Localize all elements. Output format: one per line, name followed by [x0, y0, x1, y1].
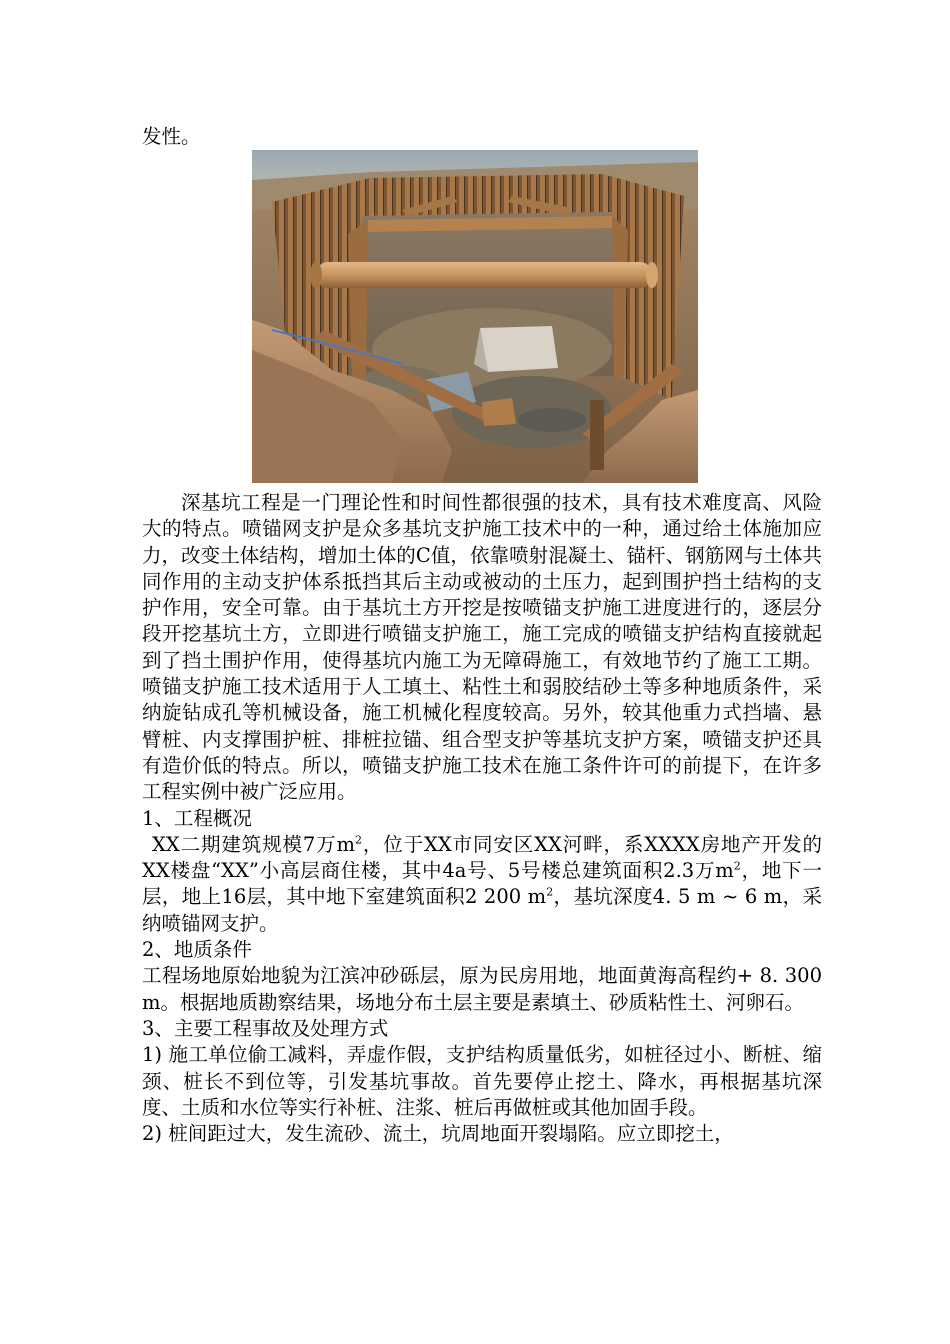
project-overview-paragraph — [142, 832, 822, 937]
overview-text-d: ，基坑深度4. 5 m ~ 6 m，采纳喷锚网支护。 — [142, 885, 823, 935]
accident-item-1: 1) 施工单位偷工减料，弄虚作假，支护结构质量低劣，如桩径过小、断桩、缩颈、桩长不到位等，引发基坑事故。首先要停止挖土、降水，再根据基坑深度、土质和水位等实行补桩、注浆、桩后再做桩或其他加固手段。 — [142, 1043, 822, 1119]
overview-text-c: ，地下一层，地上16层，其中地下室建筑面积2 200 m — [142, 859, 822, 909]
overview-text-b: ，位于XX市同安区XX河畔，系XXXX房地产开发的XX楼盘“XX”小高层商住楼，其中4a号、5号楼总建筑面积2.3万m — [142, 832, 822, 883]
document-body — [142, 490, 822, 1147]
area-unit-superscript: 2 — [355, 833, 363, 847]
area-unit-superscript: 2 — [733, 859, 741, 873]
section-heading-accidents: 3、主要工程事故及处理方式 — [142, 1016, 389, 1040]
continued-text-fragment: 发性。 — [142, 125, 201, 148]
geology-paragraph: 工程场地原始地貌为江滨冲砂砾层，原为民房用地，地面黄海高程约+ 8. 300 m。根据地质勘察结果，场地分布土层主要是素填土、砂质粘性土、河卵石。 — [142, 964, 822, 1014]
intro-paragraph: 深基坑工程是一门理论性和时间性都很强的技术，具有技术难度高、风险大的特点。喷锚网支护是众多基坑支护施工技术中的一种，通过给土体施加应力，改变土体结构，增加土体的C值，依靠喷射混凝土、锚杆、钢筋网与土体共同作用的主动支护体系抵挡其后主动或被动的土压力，起到围护挡土结构的支护作用，安全可靠。由于基坑土方开挖是按喷锚支护施工进度进行的，逐层分段开挖基坑土方，立即进行喷锚支护施工，施工完成的喷锚支护结构直接就起到了挡土围护作用，使得基坑内施工为无障碍施工，有效地节约了施工工期。喷锚支护施工技术适用于人工填土、粘性土和弱胶结砂土等多种地质条件，采纳旋钻成孔等机械设备，施工机械化程度较高。另外，较其他重力式挡墙、悬臂桩、内支撑围护桩、排桩拉锚、组合型支护等基坑支护方案，喷锚支护还具有造价低的特点。所以，喷锚支护施工技术在施工条件许可的前提下，在许多工程实例中被广泛应用。 — [142, 491, 822, 804]
foundation-pit-photo — [252, 150, 698, 483]
section-heading-geology: 2、地质条件 — [142, 938, 252, 962]
accident-item-2: 2) 桩间距过大，发生流砂、流土，坑周地面开裂塌陷。应立即挖土， — [142, 1122, 734, 1146]
area-unit-superscript: 2 — [546, 885, 554, 899]
section-heading-overview: 1、工程概况 — [142, 806, 252, 830]
overview-text-a: XX二期建筑规模7万m — [152, 832, 356, 856]
